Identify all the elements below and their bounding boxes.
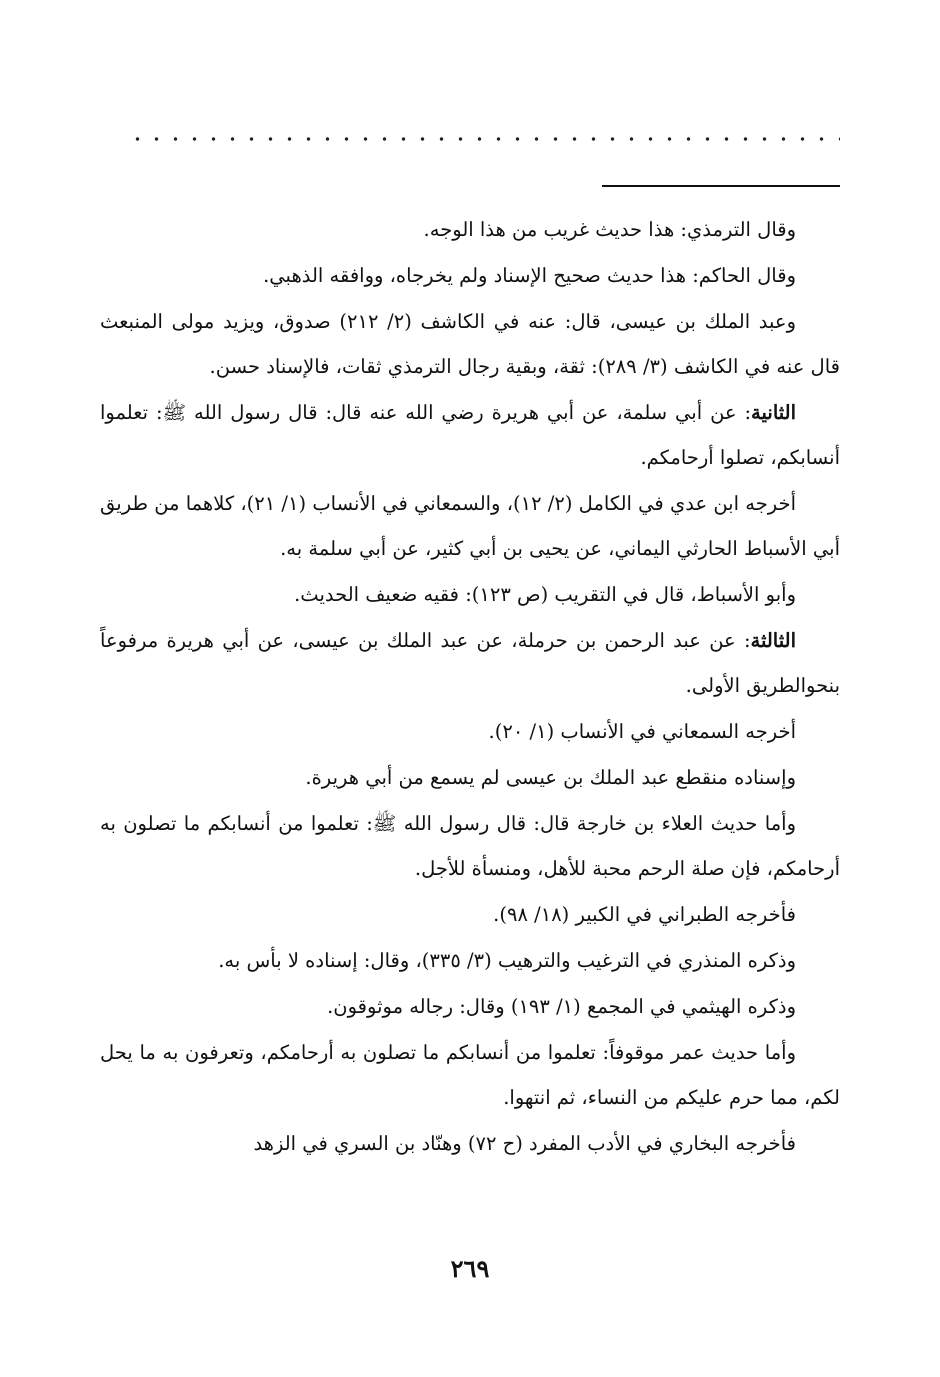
body-text [100, 207, 840, 1166]
paragraph: وقال الحاكم: هذا حديث صحيح الإسناد ولم يخرجاه، ووافقه الذهبي. [263, 264, 796, 287]
paragraph: الثانية: عن أبي سلمة، عن أبي هريرة رضي الله عنه قال: قال رسول الله ﷺ: تعلموا أنسابكم، تصلوا أرحامكم. [100, 401, 840, 469]
page-number: ٢٦٩ [450, 1254, 490, 1283]
paragraph: وعبد الملك بن عيسى، قال: عنه في الكاشف (٢/ ٢١٢) صدوق، ويزيد مولى المنبعث قال عنه في الكاشف (٣/ ٢٨٩): ثقة، وبقية رجال الترمذي ثقات، فالإسناد حسن. [100, 310, 840, 378]
paragraph: أخرجه السمعاني في الأنساب (١/ ٢٠). [488, 720, 796, 743]
paragraph: فأخرجه البخاري في الأدب المفرد (ح ٧٢) وهنّاد بن السري في الزهد [253, 1132, 796, 1155]
paragraph: أخرجه ابن عدي في الكامل (٢/ ١٢)، والسمعاني في الأنساب (١/ ٢١)، كلاهما من طريق أبي الأسباط الحارثي اليماني، عن يحيى بن أبي كثير، عن أبي سلمة به. [100, 492, 840, 560]
section-label-second: الثانية [751, 401, 796, 424]
paragraph: وأبو الأسباط، قال في التقريب (ص ١٢٣): فقيه ضعيف الحديث. [294, 583, 796, 606]
paragraph: وذكره المنذري في الترغيب والترهيب (٣/ ٣٣٥)، وقال: إسناده لا بأس به. [218, 949, 796, 972]
footnote-rule [602, 185, 840, 187]
dotted-separator [128, 136, 840, 142]
paragraph: فأخرجه الطبراني في الكبير (١٨/ ٩٨). [493, 903, 796, 926]
paragraph: وأما حديث العلاء بن خارجة قال: قال رسول الله ﷺ: تعلموا من أنسابكم ما تصلون به أرحامكم، فإن صلة الرحم محبة للأهل، ومنسأة للأجل. [100, 812, 840, 880]
paragraph: وإسناده منقطع عبد الملك بن عيسى لم يسمع من أبي هريرة. [305, 766, 796, 789]
paragraph: وقال الترمذي: هذا حديث غريب من هذا الوجه. [423, 218, 796, 241]
paragraph: وأما حديث عمر موقوفاً: تعلموا من أنسابكم ما تصلون به أرحامكم، وتعرفون به ما يحل لكم، مما حرم عليكم من النساء، ثم انتهوا. [100, 1041, 840, 1109]
paragraph: الثالثة: عن عبد الرحمن بن حرملة، عن عبد الملك بن عيسى، عن أبي هريرة مرفوعاً بنحوالطريق الأولى. [100, 629, 840, 697]
paragraph: وذكره الهيثمي في المجمع (١/ ١٩٣) وقال: رجاله موثوقون. [327, 995, 796, 1018]
section-label-third: الثالثة [750, 629, 796, 652]
